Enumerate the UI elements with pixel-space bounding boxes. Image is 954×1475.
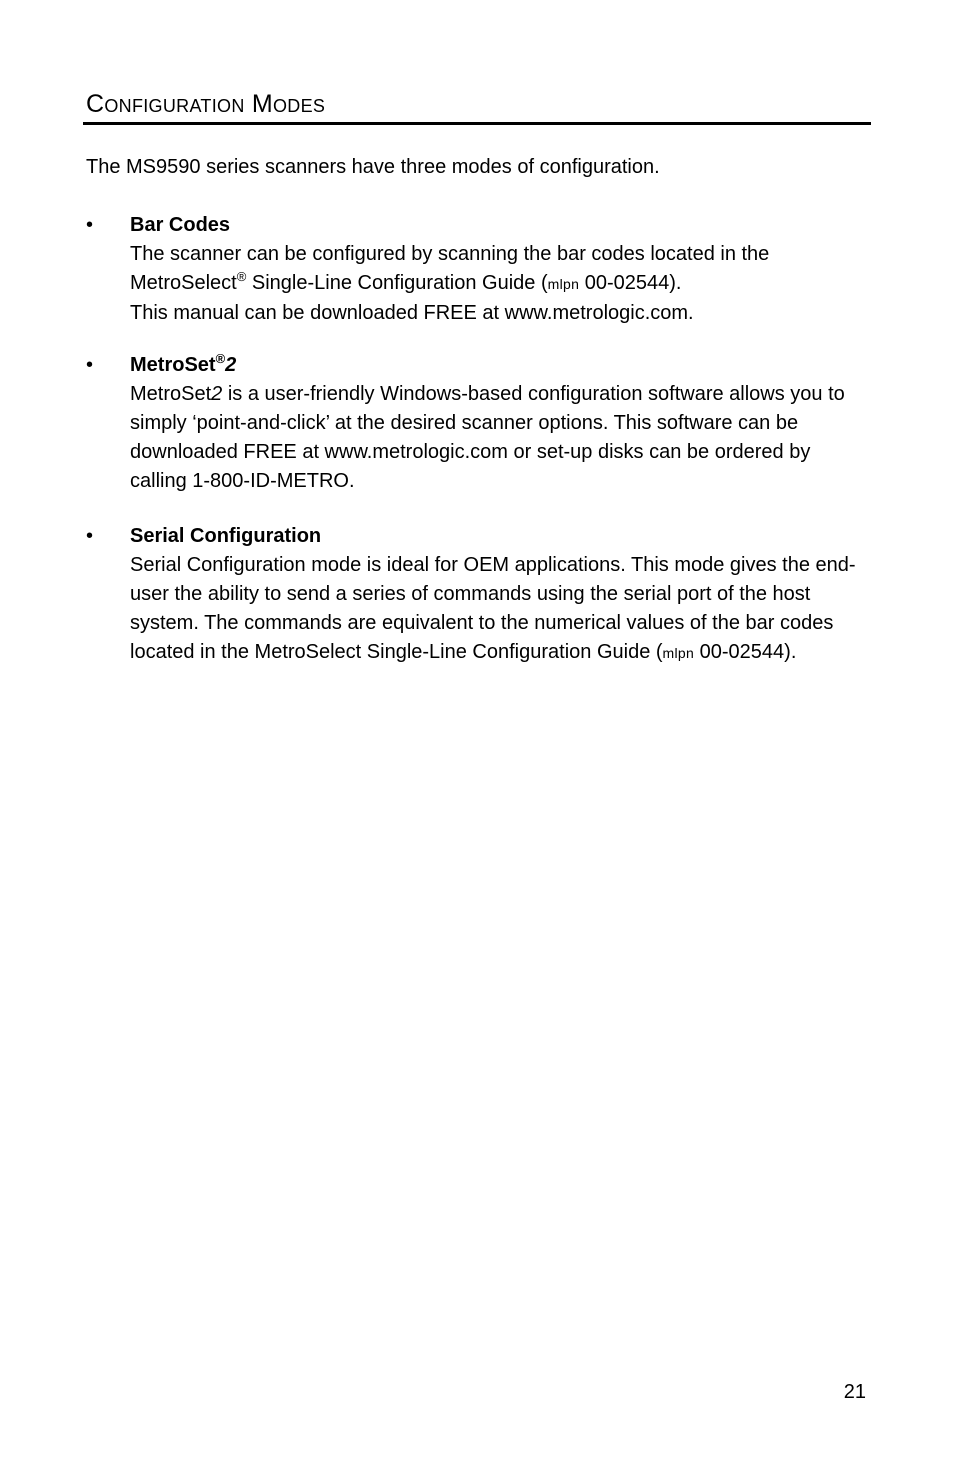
metroset-description: is a user-friendly Windows-based configuration software allows you to simply ‘point-and-click’ at the desired scanner options. This software can be downloaded FREE at www.metrologic.com or set-up disks can be ordered by calling 1-800-ID-METRO. [130,383,845,492]
mlpn-label: mlpn [662,645,695,661]
bullet-icon: • [86,354,94,376]
heading-rule [83,122,871,125]
item-body [130,522,870,668]
metroset-title-version: 2 [225,354,237,376]
serial-description: Serial Configuration mode is ideal for OEM applications. This mode gives the end-user the ability to send a series of commands using the serial port of the host system. The commands are equivalent to the numerical values of the bar codes located in the MetroSelect Single-Line Configuration Guide ( [130,554,856,663]
metroset-body-version: 2 [211,383,223,405]
section-heading: Configuration Modes [86,90,326,118]
registered-mark: ® [236,269,247,284]
item-title-serial-configuration: Serial Configuration [130,525,322,547]
item-title-bar-codes: Bar Codes [130,214,231,236]
metroset-title-name: MetroSet [130,354,216,376]
registered-mark: ® [215,351,226,366]
metroset-body-name: MetroSet [130,383,212,405]
item-title-metroset [130,351,870,380]
bar-codes-part-number: 00-02544). [579,272,682,294]
item-body [130,351,870,496]
intro-paragraph: The MS9590 series scanners have three modes of configuration. [86,156,660,178]
bar-codes-guide-text: Single-Line Configuration Guide ( [246,272,548,294]
mlpn-label: mlpn [547,276,580,292]
bar-codes-line-1: The scanner can be configured by scanning the bar codes located in the [130,243,770,265]
page-number: 21 [843,1381,866,1403]
serial-part-number: 00-02544). [694,641,797,663]
item-body [130,211,870,328]
bar-codes-metroselect: MetroSelect [130,272,237,294]
bar-codes-download-note: This manual can be downloaded FREE at www.metrologic.com. [130,302,694,324]
bullet-icon: • [86,525,94,547]
bullet-icon: • [86,214,94,236]
